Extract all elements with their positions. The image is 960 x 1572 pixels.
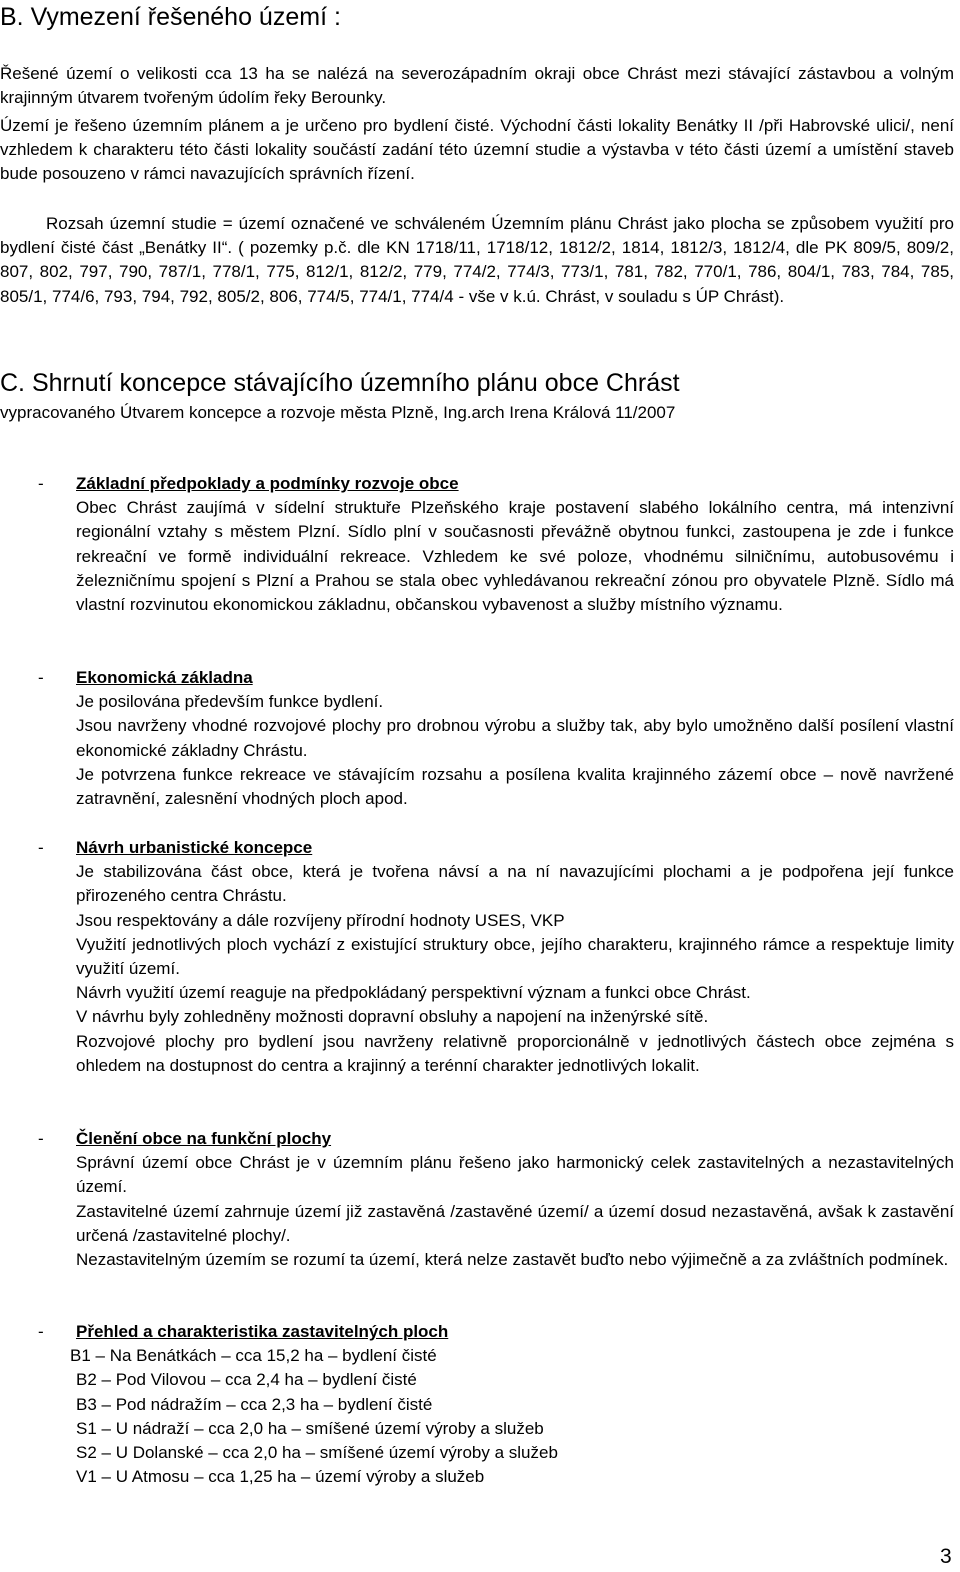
section-paragraph: Je potvrzena funkce rekreace ve stávajícím rozsahu a posílena kvalita krajinného zázemí obce – nově navržené zatravnění, zalesnění vhodných ploch apod. — [76, 764, 954, 808]
heading-c: C. Shrnutí koncepce stávajícího územního plánu obce Chrást — [0, 369, 680, 397]
intro-paragraph-2: Území je řešeno územním plánem a je určeno pro bydlení čisté. Východní části lokality Benátky II /při Habrovské ulici/, není vzhledem k charakteru této části lokality součástí zadání této územní studie a výstavba v této části území a umístění staveb bude posouzeno v rámci navazujících správních řízení. — [0, 116, 954, 184]
bullet-dash: - — [38, 1129, 44, 1148]
section-title: Členění obce na funkční plochy — [76, 1129, 332, 1148]
section-paragraph: V návrhu byly zohledněny možnosti dopravní obsluhy a napojení na inženýrské sítě. — [76, 1007, 709, 1027]
section-paragraph: Správní území obce Chrást je v územním plánu řešeno jako harmonický celek zastavitelných a nezastavitelných území. — [76, 1153, 954, 1197]
zone-list-item: V1 – U Atmosu – cca 1,25 ha – území výroby a služeb — [76, 1467, 485, 1487]
section-paragraph: Využití jednotlivých ploch vychází z existující struktury obce, jejího charakteru, krajinného rámce a respektuje limity využití území. — [76, 934, 954, 978]
zone-list-item: B2 – Pod Vilovou – cca 2,4 ha – bydlení čisté — [76, 1370, 417, 1390]
section-title: Ekonomická základna — [76, 668, 253, 687]
section-body — [76, 860, 954, 1078]
bullet-dash: - — [38, 668, 44, 687]
section-paragraph: Zastavitelné území zahrnuje území již zastavěná /zastavěné území/ a území dosud nezastavěná, avšak k zastavění určená /zastavitelné plochy/. — [76, 1201, 954, 1245]
zone-list-item: S2 – U Dolanské – cca 2,0 ha – smíšené území výroby a služeb — [76, 1443, 558, 1462]
intro-paragraph-3: Rozsah územní studie = území označené ve schváleném Územním plánu Chrást jako plocha se způsobem využití pro bydlení čisté část „Benátky II“. ( pozemky p.č. dle KN 1718/11, 1718/12, 1812/2, 1814, 1812/3, 1812/4, dle PK 809/5, 809/2, 807, 802, 797, 790, 787/1, 778/1, 775, 812/1, 812/2, 779, 774/2, 774/3, 773/1, 781, 782, 770/1, 786, 804/1, 783, 784, 785, 805/1, 774/6, 793, 794, 792, 805/2, 806, 774/5, 774/1, 774/4 - vše v k.ú. Chrást, v souladu s ÚP Chrást). — [0, 214, 954, 306]
section-paragraph: Návrh využití území reaguje na předpokládaný perspektivní význam a funkci obce Chrást. — [76, 983, 751, 1003]
zone-list-item: B1 – Na Benátkách – cca 15,2 ha – bydlení čisté — [70, 1346, 437, 1366]
bullet-dash: - — [38, 1322, 44, 1341]
page-number: 3 — [940, 1545, 952, 1568]
section-paragraph: Je posilována především funkce bydlení. — [76, 692, 384, 712]
heading-b: B. Vymezení řešeného území : — [0, 3, 341, 31]
heading-c-subtitle: vypracovaného Útvarem koncepce a rozvoje města Plzně, Ing.arch Irena Králová 11/2007 — [0, 403, 676, 422]
section-body — [76, 1151, 954, 1272]
section-title: Návrh urbanistické koncepce — [76, 838, 313, 857]
section-paragraph: Jsou navrženy vhodné rozvojové plochy pro drobnou výrobu a služby tak, aby bylo umožněno další posílení vlastní ekonomické základny Chrástu. — [76, 716, 954, 760]
section-body — [76, 496, 954, 617]
section-paragraph: Rozvojové plochy pro bydlení jsou navrženy relativně proporcionálně v jednotlivých částech obce zejména s ohledem na dostupnost do centra a krajinný a terénní charakter jednotlivých lokalit. — [76, 1031, 954, 1075]
bullet-dash: - — [38, 474, 44, 493]
section-paragraph: Jsou respektovány a dále rozvíjeny přírodní hodnoty USES, VKP — [76, 910, 565, 930]
section-paragraph: Nezastavitelným územím se rozumí ta území, která nelze zastavět buďto nebo výjimečně a za zvláštních podmínek. — [76, 1250, 949, 1269]
section-title: Základní předpoklady a podmínky rozvoje obce — [76, 474, 459, 493]
zone-list-item: S1 – U nádraží – cca 2,0 ha – smíšené území výroby a služeb — [76, 1418, 544, 1438]
bullet-dash: - — [38, 838, 44, 857]
section-body — [76, 690, 954, 811]
intro-paragraph-1: Řešené území o velikosti cca 13 ha se nalézá na severozápadním okraji obce Chrást mezi stávající zástavbou a volným krajinným útvarem tvořeným údolím řeky Berounky. — [0, 64, 954, 108]
zone-list-item: B3 – Pod nádražím – cca 2,3 ha – bydlení čisté — [76, 1394, 433, 1414]
section-paragraph: Je stabilizována část obce, která je tvořena návsí a na ní navazujícími plochami a je podpořena její funkce přirozeného centra Chrástu. — [76, 862, 954, 906]
section-paragraph: Obec Chrást zaujímá v sídelní struktuře Plzeňského kraje postavení slabého lokálního centra, má intenzivní regionální vztahy s městem Plzní. Sídlo plní v současnosti převážně obytnou funkci, zastoupena je zde i funkce rekreační ve formě individuální rekreace. Vzhledem ke své poloze, vhodnému silničnímu, autobusovému i železničnímu spojení s Plzní a Prahou se stala obec vyhledávanou rekreační zónou pro obyvatele Plzně. Sídlo má vlastní rozvinutou ekonomickou základnu, občanskou vybavenost a služby místního významu. — [76, 498, 954, 614]
section-title: Přehled a charakteristika zastavitelných ploch — [76, 1322, 449, 1341]
section-body — [70, 1344, 954, 1489]
